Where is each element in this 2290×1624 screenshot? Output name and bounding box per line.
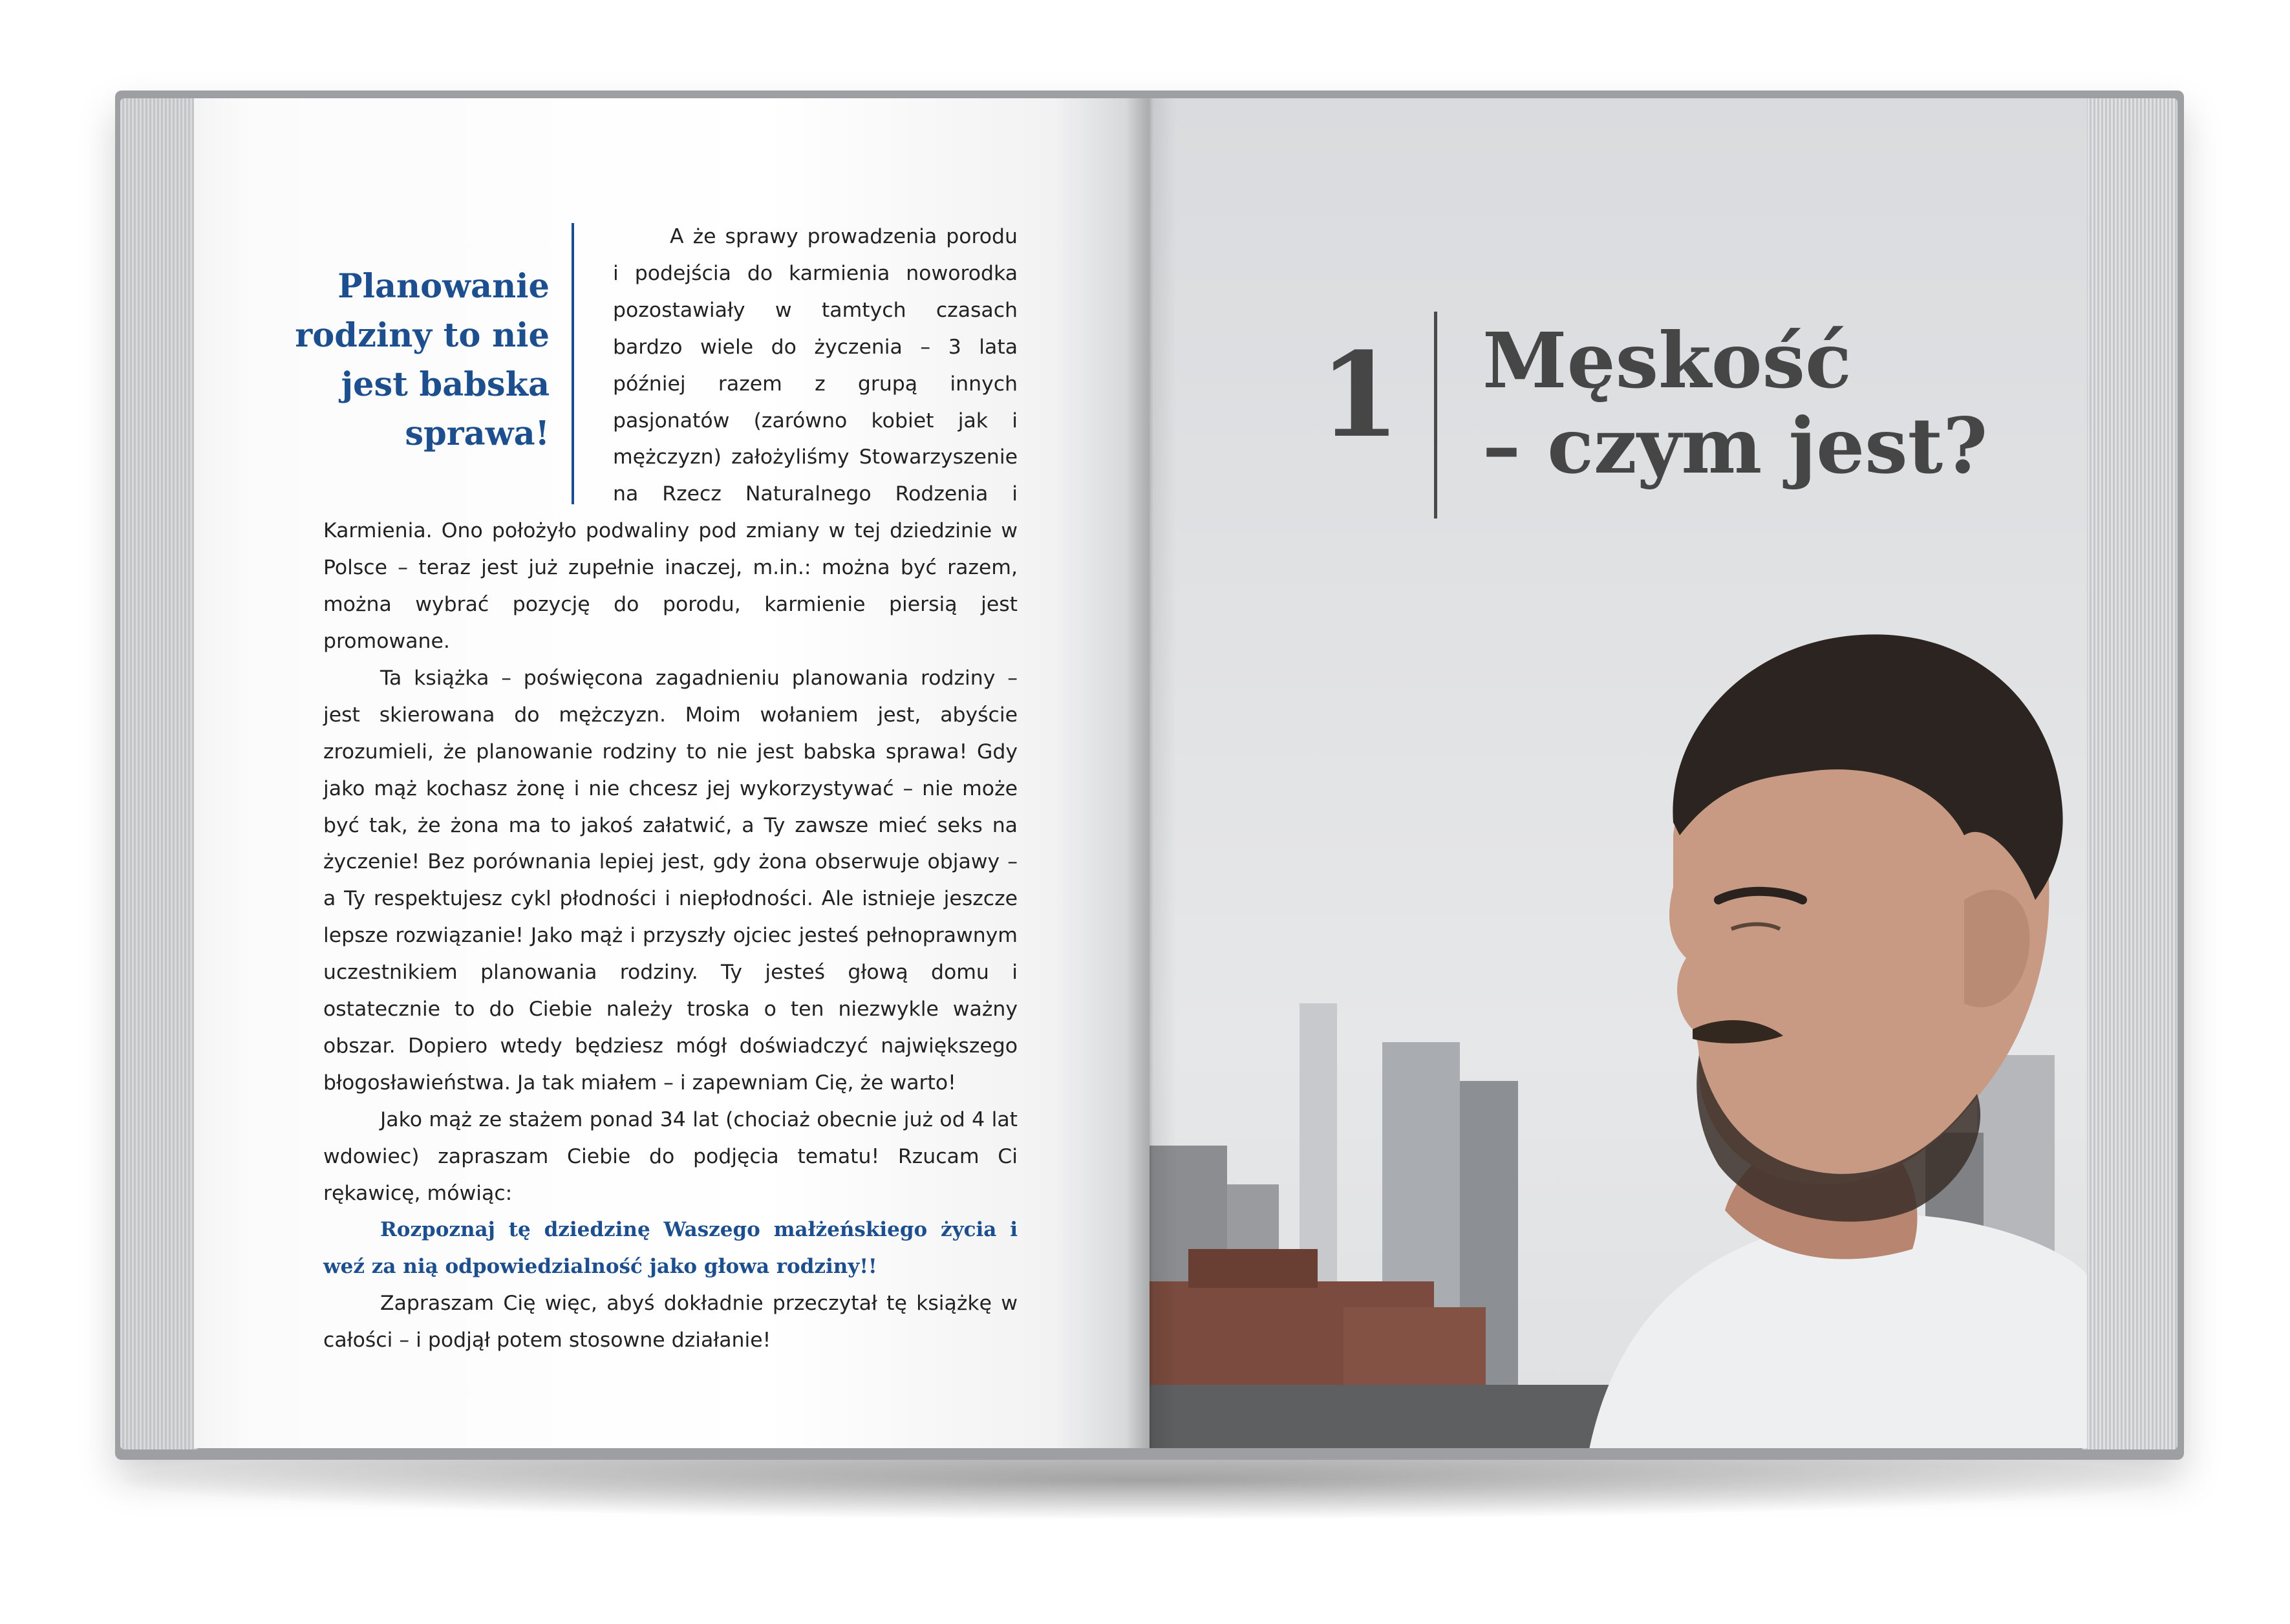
chapter-title-line: Męskość [1482,315,1852,405]
paragraph: A że sprawy prowadzenia porodu i podejścia do karmienia noworodka pozostawiały w tamtych czasach bardzo wiele do życzenia – 3 lata później razem z grupą innych pasjonatów (zarówno kobiet jak i mężczyzn) założyliśmy Stowarzyszenie na Rzecz Naturalnego Rodzenia i Karmienia. Ono położyło podwaliny pod zmiany w tej dziedzinie w Polsce – teraz jest już zupełnie inaczej, m.in.: można być razem, można wybrać pozycję do porodu, karmienie piersią jest promowane. [323,225,1018,653]
body-text [323,219,1018,1359]
paragraph: Jako mąż ze stażem ponad 34 lat (chociaż obecnie już od 4 lat wdowiec) zapraszam Ciebie do podjęcia tematu! Rzucam Ci rękawicę, mówiąc: [323,1107,1018,1205]
chapter-rule [1434,312,1437,518]
pull-quote-spacer [323,219,613,508]
right-page [1150,98,2087,1448]
chapter-title [1482,315,2064,491]
pull-quote-line: sprawa! [405,414,550,453]
paragraph: Zapraszam Cię więc, abyś dokładnie przeczytał tę książkę w całości – i podjął potem stosowne działanie! [323,1292,1018,1352]
page-edges-right [2082,98,2178,1449]
man-portrait-photo [1512,564,2087,1448]
chapter-number: 1 [1319,327,1400,464]
pull-quote-line: Planowanie [337,267,550,306]
pull-quote-line: rodziny to nie [295,316,550,355]
pull-quote-line: jest babska [341,365,550,404]
paragraph: Ta książka – poświęcona zagadnieniu planowania rodziny – jest skierowana do mężczyzn. Moim wołaniem jest, abyście zrozumieli, że planowanie rodziny to nie jest babska sprawa! Gdy jako mąż kochasz żonę i nie chcesz jej wykorzystywać – nie może być tak, że żona ma to jakoś załatwić, a Ty zawsze mieć seks na życzenie! Bez porównania lepiej jest, gdy żona obserwuje objawy – a Ty respektujesz cykl płodności i niepłodności. Ale istnieje jeszcze lepsze rozwiązanie! Jako mąż i przyszły ojciec jesteś pełnoprawnym uczestnikiem planowania rodziny. Ty jesteś głową domu i ostatecznie to do Ciebie należy troska o ten niezwykle ważny obszar. Dopiero wtedy będziesz mógł doświadczyć największego błogosławieństwa. Ja tak miałem – i zapewniam Cię, że warto! [323,666,1018,1095]
chapter-title-line: – czym jest? [1482,401,1988,491]
page-edges-left [120,98,198,1449]
emphasis-paragraph: Rozpoznaj tę dziedzinę Waszego małżeńskiego życia i weź za nią odpowiedzialność jako głowa rodziny!! [323,1218,1018,1279]
book-gutter [1125,98,1177,1448]
